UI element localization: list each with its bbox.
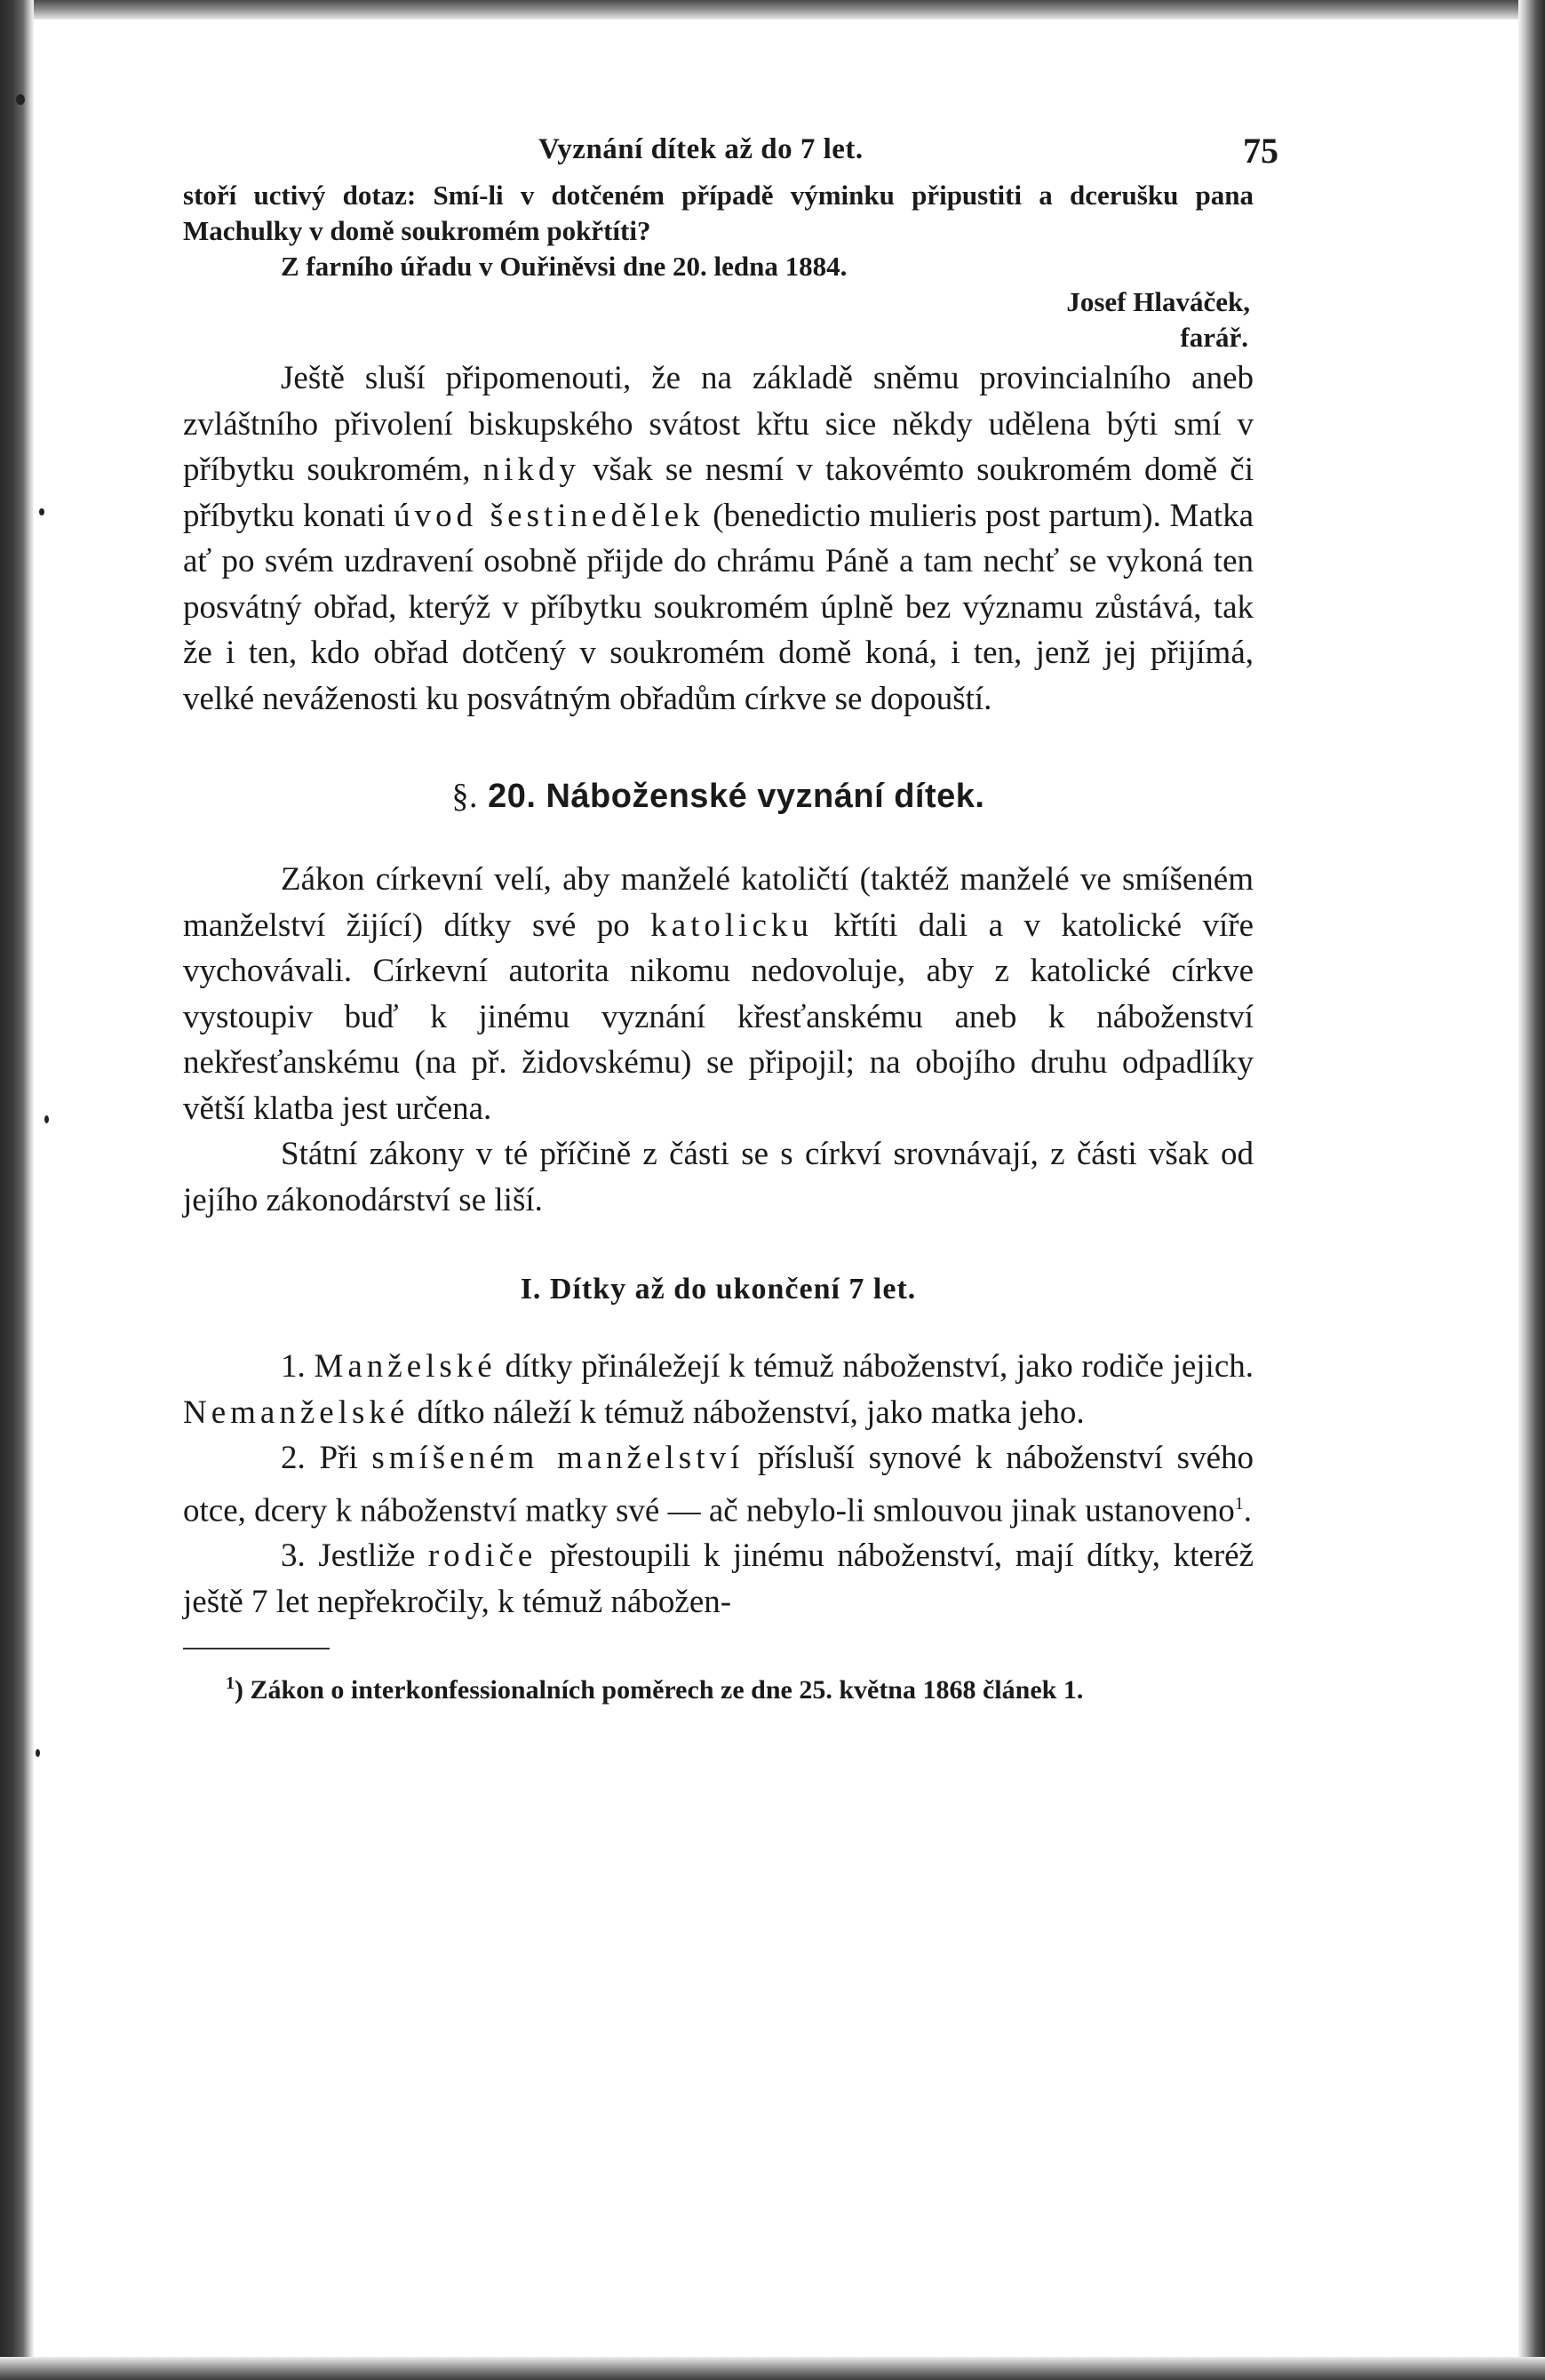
item-text: dítky přináležejí k témuž náboženství, jako rodiče jejich. [505, 1348, 1254, 1385]
emphasis-text: nikdy [482, 451, 580, 488]
margin-speck [16, 94, 25, 105]
item-number: 2. [281, 1440, 306, 1476]
paragraph-church-law [183, 857, 1254, 1131]
emphasis-text: katolicku [650, 906, 813, 944]
scan-edge-left [0, 0, 34, 2380]
paragraph-baptism [183, 355, 1254, 722]
section-heading [183, 777, 1254, 816]
item-text: dítko náleží k témuž náboženství, jako matka jeho. [417, 1394, 1085, 1431]
emphasis-text: smíšeném manželství [371, 1440, 745, 1476]
paragraph-state-law: Státní zákony v té příčině z části se s církví srovnávají, z části však od jejího zákonodárství se liší. [183, 1136, 1254, 1218]
section-sign: §. [451, 778, 479, 815]
item-number: 3. [281, 1537, 306, 1575]
paragraph-text: Zákon církevní velí, aby manželé katoličtí (taktéž manželé ve smíšeném manželství žijící) dítky své po [183, 861, 1254, 944]
item-text: přísluší synové k náboženství svého otce, dcery k náboženství matky své — ač nebylo-li smlouvou jinak ustanoveno [183, 1440, 1254, 1529]
margin-speck [39, 508, 44, 515]
footnote-marker: 1 [226, 1673, 235, 1694]
signature-name: Josef Hlaváček, [1066, 286, 1250, 317]
numbered-list [183, 1344, 1254, 1625]
margin-speck [36, 1749, 40, 1757]
margin-speck [44, 1115, 49, 1123]
list-item [183, 1533, 1254, 1625]
running-title: Vyznání dítek až do 7 let. [538, 133, 864, 165]
list-item [183, 1344, 1254, 1435]
scan-edge-right [1518, 0, 1545, 2380]
emphasis-text: Manželské [314, 1348, 497, 1385]
item-number: 1. [281, 1348, 306, 1385]
item-text: . [1243, 1491, 1252, 1529]
book-page [183, 131, 1278, 1708]
scan-edge-bottom [0, 2357, 1545, 2380]
emphasis-text: rodiče [427, 1537, 538, 1575]
page-number: 75 [1243, 131, 1278, 171]
letter-text: stoří uctivý dotaz: Smí-li v dotčeném případě výminku připustiti a dcerušku pana Machulky v domě soukromém pokřtíti? [183, 180, 1254, 246]
item-text: přestoupili k jinému náboženství, mají dítky, kteréž ještě 7 let nepřekročily, k témuž nábožen- [183, 1537, 1254, 1620]
emphasis-text: úvod šestinedělek [394, 497, 705, 534]
letter-dateline: Z farního úřadu v Ouřiněvsi dne 20. ledna 1884. [281, 251, 848, 282]
paragraph-text: křtíti dali a v katolické víře vychovávali. Církevní autorita nikomu nedovoluje, aby z katolické církve vystoupiv buď k jinému vyznání křesťanskému aneb k náboženství nekřesťanskému (na př. židovskému) se připojil; na obojího druhu odpadlíky větší klatba jest určena. [183, 906, 1254, 1127]
footnote-body: Zákon o interkonfessionalních poměrech ze dne 25. května 1868 článek 1. [250, 1675, 1084, 1705]
paragraph-text: (benedictio mulieris post partum). Matka ať po svém uzdravení osobně přijde do chrámu Páně a tam nechť se vykoná ten posvátný obřad, kterýž v příbytku soukromém úplně bez významu zůstává, tak že i ten, kdo obřad dotčený v soukromém domě koná, i ten, jenž jej přijímá, velké neváženosti ku posvátným obřadům církve se dopouští. [183, 497, 1254, 717]
scan-edge-top [0, 0, 1545, 20]
section-text [183, 857, 1254, 1223]
section-title: 20. Náboženské vyznání dítek. [488, 778, 985, 815]
running-head [183, 131, 1278, 178]
subheading: I. Dítky až do ukončení 7 let. [520, 1273, 917, 1306]
footnote-text: $^1$) Zákon o interkonfessionalních poměrech ze dne 25. května 1868 článek 1. [226, 1673, 1084, 1705]
list-item [183, 1435, 1254, 1533]
main-text [183, 355, 1254, 722]
paragraph-text: však se nesmí v takovémto soukromém domě či příbytku konati [183, 451, 1254, 534]
signature-role: farář. [1180, 322, 1248, 353]
paragraph-text: Ještě sluší připomenouti, že na základě sněmu provincialního aneb zvláštního přivolení biskupského svátost křtu sice někdy udělena býti smí v příbytku soukromém, [183, 360, 1254, 488]
item-text: Jestliže [318, 1537, 416, 1575]
item-text: Při [319, 1440, 358, 1476]
letter-excerpt [183, 178, 1254, 355]
footnote-rule [183, 1648, 330, 1649]
footnote-reference[interactable]: 1 [1234, 1493, 1244, 1513]
footnote [183, 1665, 1254, 1708]
emphasis-text: Nemanželské [183, 1394, 410, 1431]
